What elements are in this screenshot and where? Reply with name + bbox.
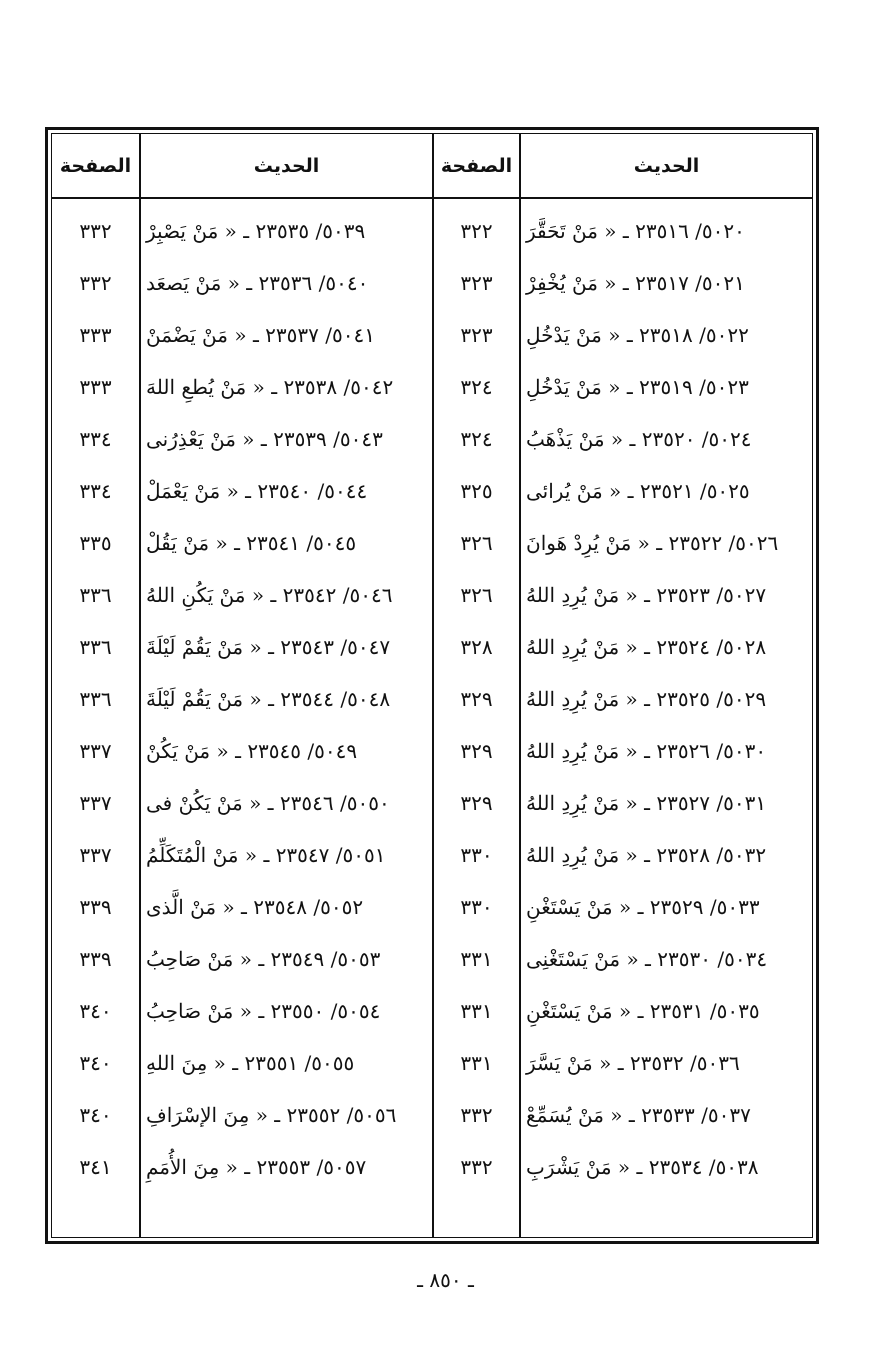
right-page-number: ٣٣١: [460, 1051, 493, 1075]
right-page-number: ٣٢٤: [460, 427, 493, 451]
page-number: ـ ٨٥٠ ـ: [417, 1268, 474, 1292]
left-page-number: ٣٣٤: [79, 479, 112, 503]
right-page-number: ٣٢٦: [460, 583, 493, 607]
left-page-number: ٣٣٧: [79, 791, 112, 815]
left-page-number: ٣٤٠: [79, 1051, 112, 1075]
left-hadith-entry: ٥٠٤٦/ ٢٣٥٤٢ ـ « مَنْ يَكُنِ اللهُ: [146, 583, 393, 607]
header-hadith-left: الحديث: [253, 154, 320, 177]
right-hadith-entry: ٥٠٣٥/ ٢٣٥٣١ ـ « مَنْ يَسْتَغْنِ: [526, 999, 760, 1023]
right-page-number: ٣٣٢: [460, 1155, 493, 1179]
right-hadith-entry: ٥٠٢٣/ ٢٣٥١٩ ـ « مَنْ يَدْخُلِ: [526, 375, 749, 399]
right-page-number: ٣٣١: [460, 947, 493, 971]
left-page-number: ٣٤٠: [79, 999, 112, 1023]
right-page-number: ٣٢٤: [460, 375, 493, 399]
right-hadith-entry: ٥٠٣٣/ ٢٣٥٢٩ ـ « مَنْ يَسْتَغْنِ: [526, 895, 760, 919]
right-hadith-entry: ٥٠٢٥/ ٢٣٥٢١ ـ « مَنْ يُرائى: [526, 479, 750, 503]
left-page-number: ٣٣٢: [79, 271, 112, 295]
right-page-number: ٣٣٠: [460, 843, 493, 867]
left-hadith-entry: ٥٠٣٩/ ٢٣٥٣٥ ـ « مَنْ يَصْبِرْ: [146, 219, 366, 243]
header-divider: [52, 197, 812, 199]
right-page-number: ٣٢٩: [460, 739, 493, 763]
right-page-number: ٣٢٦: [460, 531, 493, 555]
left-page-number: ٣٣٥: [79, 531, 112, 555]
left-page-number: ٣٣٦: [79, 687, 112, 711]
left-hadith-entry: ٥٠٥٦/ ٢٣٥٥٢ ـ « مِنَ الإسْرَافِ: [146, 1103, 397, 1127]
left-page-number: ٣٣٦: [79, 635, 112, 659]
left-page-number: ٣٣٣: [79, 375, 112, 399]
left-hadith-entry: ٥٠٥٠/ ٢٣٥٤٦ ـ « مَنْ يَكُنْ فى: [146, 791, 390, 815]
left-page-number: ٣٣٩: [79, 895, 112, 919]
right-hadith-entry: ٥٠٢١/ ٢٣٥١٧ ـ « مَنْ يُخْفِرْ: [526, 271, 745, 295]
left-hadith-entry: ٥٠٥٥/ ٢٣٥٥١ ـ « مِنَ اللهِ: [146, 1051, 355, 1075]
right-page-number: ٣٣١: [460, 999, 493, 1023]
right-page-number: ٣٢٩: [460, 791, 493, 815]
left-hadith-entry: ٥٠٤٥/ ٢٣٥٤١ ـ « مَنْ يَقُلْ: [146, 531, 357, 555]
left-hadith-entry: ٥٠٤٢/ ٢٣٥٣٨ ـ « مَنْ يُطعِ اللهَ: [146, 375, 394, 399]
right-hadith-entry: ٥٠٣٤/ ٢٣٥٣٠ ـ « مَنْ يَسْتَغْنِى: [526, 947, 768, 971]
left-page-number: ٣٣٩: [79, 947, 112, 971]
header-page-right: الصفحة: [440, 154, 513, 177]
left-page-number: ٣٣٤: [79, 427, 112, 451]
left-page-number: ٣٤٠: [79, 1103, 112, 1127]
right-page-number: ٣٣٢: [460, 1103, 493, 1127]
left-hadith-entry: ٥٠٤١/ ٢٣٥٣٧ ـ « مَنْ يَضْمَنْ: [146, 323, 375, 347]
right-hadith-entry: ٥٠٣٦/ ٢٣٥٣٢ ـ « مَنْ يَسَّرَ: [526, 1051, 740, 1075]
right-hadith-entry: ٥٠٢٨/ ٢٣٥٢٤ ـ « مَنْ يُرِدِ اللهُ: [526, 635, 767, 659]
right-page-number: ٣٢٩: [460, 687, 493, 711]
right-hadith-entry: ٥٠٢٢/ ٢٣٥١٨ ـ « مَنْ يَدْخُلِ: [526, 323, 749, 347]
divider-left-page: [139, 134, 141, 1237]
right-page-number: ٣٣٠: [460, 895, 493, 919]
header-page-left: الصفحة: [59, 154, 132, 177]
index-table: [45, 127, 819, 1244]
right-hadith-entry: ٥٠٢٠/ ٢٣٥١٦ ـ « مَنْ تَحَقَّرَ: [526, 219, 745, 243]
left-hadith-entry: ٥٠٤٣/ ٢٣٥٣٩ ـ « مَنْ يَعْذِرُنى: [146, 427, 383, 451]
right-page-number: ٣٢٣: [460, 271, 493, 295]
left-hadith-entry: ٥٠٤٨/ ٢٣٥٤٤ ـ « مَنْ يَقُمْ لَيْلَةَ: [146, 687, 391, 711]
right-hadith-entry: ٥٠٢٧/ ٢٣٥٢٣ ـ « مَنْ يُرِدِ اللهُ: [526, 583, 767, 607]
left-page-number: ٣٣٣: [79, 323, 112, 347]
left-hadith-entry: ٥٠٤٩/ ٢٣٥٤٥ ـ « مَنْ يَكُنْ: [146, 739, 358, 763]
left-page-number: ٣٣٢: [79, 219, 112, 243]
left-page-number: ٣٣٦: [79, 583, 112, 607]
right-hadith-entry: ٥٠٣١/ ٢٣٥٢٧ ـ « مَنْ يُرِدِ اللهُ: [526, 791, 767, 815]
left-hadith-entry: ٥٠٥٣/ ٢٣٥٤٩ ـ « مَنْ صَاحِبُ: [146, 947, 381, 971]
left-hadith-entry: ٥٠٥٤/ ٢٣٥٥٠ ـ « مَنْ صَاحِبُ: [146, 999, 381, 1023]
left-hadith-entry: ٥٠٥٧/ ٢٣٥٥٣ ـ « مِنَ الأُمَمِ: [146, 1155, 367, 1179]
right-page-number: ٣٢٨: [460, 635, 493, 659]
right-hadith-entry: ٥٠٢٦/ ٢٣٥٢٢ ـ « مَنْ يُرِدْ هَوانَ: [526, 531, 779, 555]
right-page-number: ٣٢٢: [460, 219, 493, 243]
left-page-number: ٣٤١: [79, 1155, 112, 1179]
index-table-inner: [51, 133, 813, 1238]
right-hadith-entry: ٥٠٢٤/ ٢٣٥٢٠ ـ « مَنْ يَذْهَبُ: [526, 427, 752, 451]
left-hadith-entry: ٥٠٥٢/ ٢٣٥٤٨ ـ « مَنْ الَّذى: [146, 895, 364, 919]
right-hadith-entry: ٥٠٣٨/ ٢٣٥٣٤ ـ « مَنْ يَشْرَبِ: [526, 1155, 759, 1179]
right-hadith-entry: ٥٠٢٩/ ٢٣٥٢٥ ـ « مَنْ يُرِدِ اللهُ: [526, 687, 767, 711]
right-hadith-entry: ٥٠٣٠/ ٢٣٥٢٦ ـ « مَنْ يُرِدِ اللهُ: [526, 739, 767, 763]
left-hadith-entry: ٥٠٤٤/ ٢٣٥٤٠ ـ « مَنْ يَعْمَلْ: [146, 479, 368, 503]
right-hadith-entry: ٥٠٣٢/ ٢٣٥٢٨ ـ « مَنْ يُرِدِ اللهُ: [526, 843, 767, 867]
right-page-number: ٣٢٥: [460, 479, 493, 503]
left-page-number: ٣٣٧: [79, 843, 112, 867]
left-hadith-entry: ٥٠٤٠/ ٢٣٥٣٦ ـ « مَنْ يَصعَد: [146, 271, 369, 295]
left-hadith-entry: ٥٠٤٧/ ٢٣٥٤٣ ـ « مَنْ يَقُمْ لَيْلَةَ: [146, 635, 391, 659]
right-hadith-entry: ٥٠٣٧/ ٢٣٥٣٣ ـ « مَنْ يُسَمِّعْ: [526, 1103, 751, 1127]
header-hadith-right: الحديث: [633, 154, 700, 177]
right-page-number: ٣٢٣: [460, 323, 493, 347]
left-hadith-entry: ٥٠٥١/ ٢٣٥٤٧ ـ « مَنْ الْمُتَكَلِّمُ: [146, 843, 386, 867]
left-page-number: ٣٣٧: [79, 739, 112, 763]
divider-right-page: [519, 134, 521, 1237]
